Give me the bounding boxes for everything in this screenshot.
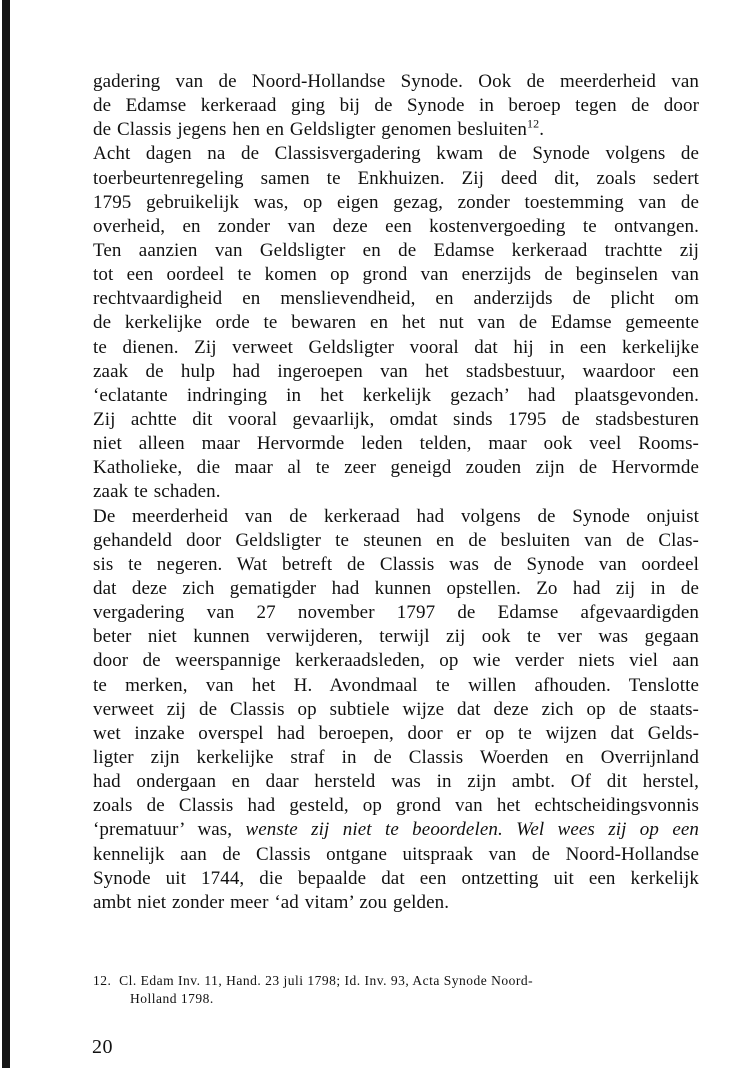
- text-line: gehandeld door Geldsligter te steunen en de besluiten van de Clas-: [93, 529, 699, 551]
- body-text: [93, 70, 699, 915]
- text-line: overheid, en zonder van deze een kostenvergoeding te ontvangen.: [93, 215, 699, 237]
- line-period: .: [539, 119, 545, 141]
- text-line: zoals de Classis had gesteld, op grond van het echtscheidingsvonnis: [93, 795, 699, 817]
- text-line: ligter zijn kerkelijke straf in de Classis Woerden en Overrijnland: [93, 746, 699, 768]
- text-line: Acht dagen na de Classisvergadering kwam de Synode volgens de: [93, 143, 699, 165]
- text-line: Ten aanzien van Geldsligter en de Edamse kerkeraad trachtte zij: [93, 239, 699, 261]
- text-line: Zij achtte dit vooral gevaarlijk, omdat sinds 1795 de stadsbesturen: [93, 408, 699, 430]
- text-line: Katholieke, die maar al te zeer geneigd zouden zijn de Hervormde: [93, 457, 699, 479]
- footnote-reference: 12: [527, 116, 540, 131]
- text-line: te dienen. Zij verweet Geldsligter vooral dat hij in een kerkelijke: [93, 336, 699, 358]
- text-line: [93, 818, 699, 842]
- text-line: sis te negeren. Wat betreft de Classis was de Synode van oordeel: [93, 553, 699, 575]
- text-line: had ondergaan en daar hersteld was in zijn ambt. Of dit herstel,: [93, 771, 699, 793]
- text-line: zaak te schaden.: [93, 481, 221, 503]
- footnote-line: [93, 972, 699, 990]
- footnote: [93, 972, 699, 1008]
- text-line: kennelijk aan de Classis ontgane uitspraak van de Noord-Hollandse: [93, 843, 699, 865]
- text-line: toerbeurtenregeling samen te Enkhuizen. Zij deed dit, zoals sedert: [93, 167, 699, 189]
- text-line-content: de Classis jegens hen en Geldsligter genomen besluiten: [93, 119, 527, 141]
- text-line: tot een oordeel te komen op grond van enerzijds de beginselen van: [93, 264, 699, 286]
- text-line: ‘eclatante indringing in het kerkelijk gezach’ had plaatsgevonden.: [93, 384, 699, 406]
- footnote-text: Cl. Edam Inv. 11, Hand. 23 juli 1798; Id. Inv. 93, Acta Synode Noord-: [119, 973, 534, 988]
- footnote-line: Holland 1798.: [130, 991, 214, 1006]
- text-line: wet inzake overspel had beroepen, door er op te wijzen dat Gelds-: [93, 722, 699, 744]
- text-line: dat deze zich gematigder had kunnen opstellen. Zo had zij in de: [93, 577, 699, 599]
- text-line: rechtvaardigheid en menslievendheid, en anderzijds de plicht om: [93, 288, 699, 310]
- text-line: verweet zij de Classis op subtiele wijze dat deze zich op de staats-: [93, 698, 699, 720]
- text-line: de kerkelijke orde te bewaren en het nut van de Edamse gemeente: [93, 312, 699, 334]
- text-line-content: ‘prematuur’ was,: [93, 819, 246, 841]
- text-line: niet alleen maar Hervormde leden telden, maar ook veel Rooms-: [93, 433, 699, 455]
- text-line: Synode uit 1744, die bepaalde dat een ontzetting uit een kerkelijk: [93, 867, 699, 889]
- text-line: vergadering van 27 november 1797 de Edamse afgevaardigden: [93, 602, 699, 624]
- text-line: door de weerspannige kerkeraadsleden, op wie verder niets viel aan: [93, 650, 699, 672]
- text-line: 1795 gebruikelijk was, op eigen gezag, zonder toestemming van de: [93, 191, 699, 213]
- text-line: zaak de hulp had ingeroepen van het stadsbestuur, waardoor een: [93, 360, 699, 382]
- text-line: beter niet kunnen verwijderen, terwijl zij ook te ver was gegaan: [93, 626, 699, 648]
- scanned-spine-edge: [2, 0, 10, 1068]
- italic-phrase: wenste zij niet te beoordelen. Wel wees zij op een: [245, 819, 699, 841]
- text-line: te merken, van het H. Avondmaal te willen afhouden. Tenslotte: [93, 674, 699, 696]
- text-line: de Edamse kerkeraad ging bij de Synode in beroep tegen de door: [93, 95, 699, 117]
- page-number: 20: [92, 1036, 113, 1058]
- text-line: gadering van de Noord-Hollandse Synode. Ook de meerderheid van: [93, 71, 699, 92]
- text-line: ambt niet zonder meer ‘ad vitam’ zou gelden.: [93, 891, 450, 913]
- footnote-number: 12.: [93, 973, 112, 988]
- text-line: [93, 118, 699, 142]
- text-line: De meerderheid van de kerkeraad had volgens de Synode onjuist: [93, 505, 699, 527]
